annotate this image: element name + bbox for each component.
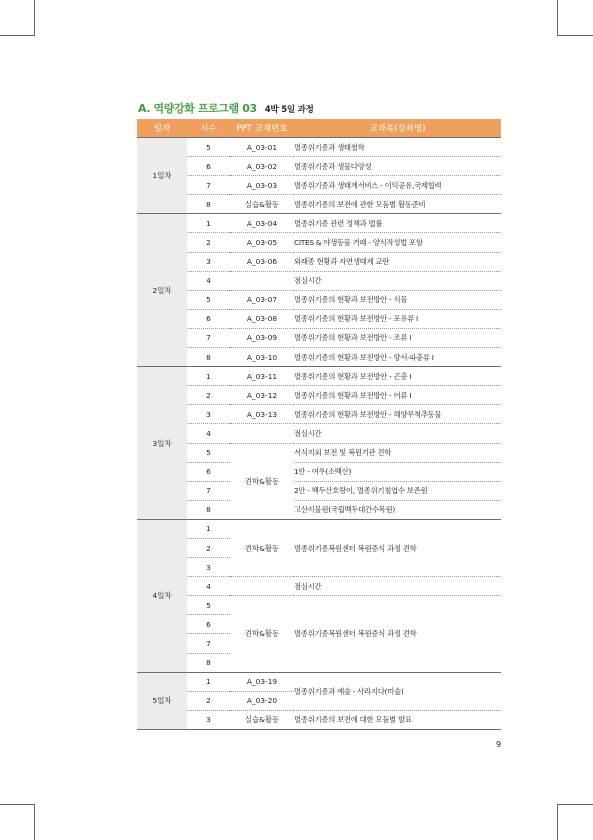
crop-mark xyxy=(557,0,558,36)
session-cell: 1 xyxy=(187,214,230,233)
ppt-code-cell xyxy=(230,577,294,596)
ppt-code-cell: A_03-12 xyxy=(230,386,294,405)
course-title-cell: 멸종위기종과 생태철학 xyxy=(294,138,501,157)
ppt-code-cell: A_03-05 xyxy=(230,233,294,252)
ppt-code-cell: A_03-20 xyxy=(230,691,294,710)
column-header-session: 시수 xyxy=(187,119,230,138)
course-title-cell: 멸종위기종의 현황과 보전방안 - 어류 I xyxy=(294,386,501,405)
session-cell: 6 xyxy=(187,157,230,176)
ppt-code-cell: 실습&활동 xyxy=(230,710,294,729)
session-cell: 4 xyxy=(187,577,230,596)
crop-mark xyxy=(557,804,558,840)
ppt-code-cell: 실습&활동 xyxy=(230,195,294,214)
table-row xyxy=(137,500,501,519)
course-title-cell: 점심시간 xyxy=(294,271,501,290)
course-title-cell: 멸종위기종 관련 정책과 법률 xyxy=(294,214,501,233)
ppt-code-cell: A_03-13 xyxy=(230,405,294,424)
course-title-cell: 고산식물원(국립백두대간수목원) xyxy=(294,500,501,519)
course-title-cell: 멸종위기종과 생태계서비스 - 이익공유,국제협력 xyxy=(294,176,501,195)
crop-mark xyxy=(0,804,35,805)
session-cell: 7 xyxy=(187,634,230,653)
course-title-cell: 점심시간 xyxy=(294,424,501,443)
session-cell: 7 xyxy=(187,176,230,195)
session-cell: 6 xyxy=(187,615,230,634)
schedule-table xyxy=(137,119,501,730)
session-cell: 8 xyxy=(187,195,230,214)
table-row xyxy=(137,519,501,538)
session-cell: 2 xyxy=(187,691,230,710)
session-cell: 6 xyxy=(187,309,230,328)
table-row xyxy=(137,309,501,328)
table-row xyxy=(137,157,501,176)
course-title-cell: 서식지외 보전 및 복원기관 견학 xyxy=(294,443,501,462)
session-cell: 5 xyxy=(187,290,230,309)
section-heading xyxy=(138,97,314,115)
ppt-code-cell: 견학&활동 xyxy=(230,443,294,519)
session-cell: 3 xyxy=(187,405,230,424)
table-row xyxy=(137,596,501,615)
table-row xyxy=(137,367,501,386)
table-row xyxy=(137,424,501,443)
crop-mark xyxy=(558,35,593,36)
course-title-cell: 멸종위기종의 보전에 대한 모둠별 발표 xyxy=(294,710,501,729)
table-row xyxy=(137,138,501,157)
column-header-day: 일자 xyxy=(137,119,187,138)
course-title-cell: 멸종위기종의 현황과 보전방안 - 해양무척추동물 xyxy=(294,405,501,424)
table-row xyxy=(137,214,501,233)
session-cell: 8 xyxy=(187,500,230,519)
ppt-code-cell: A_03-03 xyxy=(230,176,294,195)
course-title-cell: 멸종위기종복원센터 복원증식 과정 견학 xyxy=(294,519,501,576)
session-cell: 2 xyxy=(187,233,230,252)
ppt-code-cell: A_03-11 xyxy=(230,367,294,386)
ppt-code-cell: A_03-07 xyxy=(230,290,294,309)
table-row xyxy=(137,710,501,729)
ppt-code-cell: 견학&활동 xyxy=(230,596,294,672)
session-cell: 7 xyxy=(187,328,230,347)
session-cell: 1 xyxy=(187,672,230,691)
course-title-cell: 멸종위기종의 현황과 보전방안 - 곤충 I xyxy=(294,367,501,386)
column-header-course: 교과목(강좌명) xyxy=(294,119,501,138)
course-title-cell: 멸종위기종의 현황과 보전방안 - 조류 I xyxy=(294,328,501,347)
day-label: 1일차 xyxy=(137,138,187,214)
session-cell: 5 xyxy=(187,596,230,615)
table-row xyxy=(137,386,501,405)
course-title-cell: 2안 - 백두산호랑이, 멸종위기침엽수 보존원 xyxy=(294,481,501,500)
day-label: 3일차 xyxy=(137,367,187,520)
session-cell: 4 xyxy=(187,271,230,290)
crop-mark xyxy=(0,35,35,36)
course-title-cell: 멸종위기종의 현황과 보전방안 - 포유류 I xyxy=(294,309,501,328)
table-row xyxy=(137,462,501,481)
table-row xyxy=(137,328,501,347)
session-cell: 8 xyxy=(187,653,230,672)
session-cell: 3 xyxy=(187,710,230,729)
course-title-cell: 외래종 현황과 자연생태계 교란 xyxy=(294,252,501,271)
day-label: 5일차 xyxy=(137,672,187,729)
course-title-cell: 멸종위기종의 현황과 보전방안 - 식물 xyxy=(294,290,501,309)
session-cell: 5 xyxy=(187,443,230,462)
table-header-row xyxy=(137,119,501,138)
section-title: A. 역량강화 프로그램 03 xyxy=(138,102,257,115)
session-cell: 2 xyxy=(187,386,230,405)
course-title-cell: 점심시간 xyxy=(294,577,501,596)
page-number: 9 xyxy=(496,740,502,749)
course-title-cell: 멸종위기종과 예술 - 사라지다(미술) xyxy=(294,672,501,710)
ppt-code-cell: A_03-02 xyxy=(230,157,294,176)
table-row xyxy=(137,252,501,271)
ppt-code-cell xyxy=(230,271,294,290)
ppt-code-cell: A_03-06 xyxy=(230,252,294,271)
crop-mark xyxy=(558,804,593,805)
session-cell: 1 xyxy=(187,367,230,386)
table-row xyxy=(137,348,501,367)
ppt-code-cell: A_03-09 xyxy=(230,328,294,347)
course-title-cell: 멸종위기종복원센터 복원증식 과정 견학 xyxy=(294,596,501,672)
table-row xyxy=(137,443,501,462)
table-row xyxy=(137,233,501,252)
day-label: 4일차 xyxy=(137,519,187,672)
column-header-ppt-code: PPT 교재번호 xyxy=(230,119,294,138)
table-row xyxy=(137,405,501,424)
table-row xyxy=(137,195,501,214)
ppt-code-cell: A_03-04 xyxy=(230,214,294,233)
table-row xyxy=(137,577,501,596)
table-row xyxy=(137,176,501,195)
ppt-code-cell: 견학&활동 xyxy=(230,519,294,576)
course-title-cell: CITES & 야생동물 거래 - 양식작성법 포함 xyxy=(294,233,501,252)
ppt-code-cell: A_03-10 xyxy=(230,348,294,367)
course-title-cell: 멸종위기종의 현황과 보전방안 - 양서·파충류 I xyxy=(294,348,501,367)
table-row xyxy=(137,290,501,309)
course-title-cell: 멸종위기종과 생물다양성 xyxy=(294,157,501,176)
ppt-code-cell: A_03-08 xyxy=(230,309,294,328)
crop-mark xyxy=(34,804,35,840)
ppt-code-cell: A_03-01 xyxy=(230,138,294,157)
crop-mark xyxy=(34,0,35,36)
course-title-cell: 멸종위기종의 보전에 관한 모둠별 활동준비 xyxy=(294,195,501,214)
session-cell: 6 xyxy=(187,462,230,481)
session-cell: 3 xyxy=(187,252,230,271)
session-cell: 5 xyxy=(187,138,230,157)
ppt-code-cell: A_03-19 xyxy=(230,672,294,691)
ppt-code-cell xyxy=(230,424,294,443)
section-subtitle: 4박 5일 과정 xyxy=(264,105,314,115)
table-row xyxy=(137,271,501,290)
table-row xyxy=(137,481,501,500)
session-cell: 7 xyxy=(187,481,230,500)
session-cell: 1 xyxy=(187,519,230,538)
session-cell: 8 xyxy=(187,348,230,367)
day-label: 2일차 xyxy=(137,214,187,367)
session-cell: 2 xyxy=(187,538,230,557)
course-title-cell: 1안 - 여우(소백산) xyxy=(294,462,501,481)
table-row xyxy=(137,672,501,691)
session-cell: 4 xyxy=(187,424,230,443)
session-cell: 3 xyxy=(187,558,230,577)
